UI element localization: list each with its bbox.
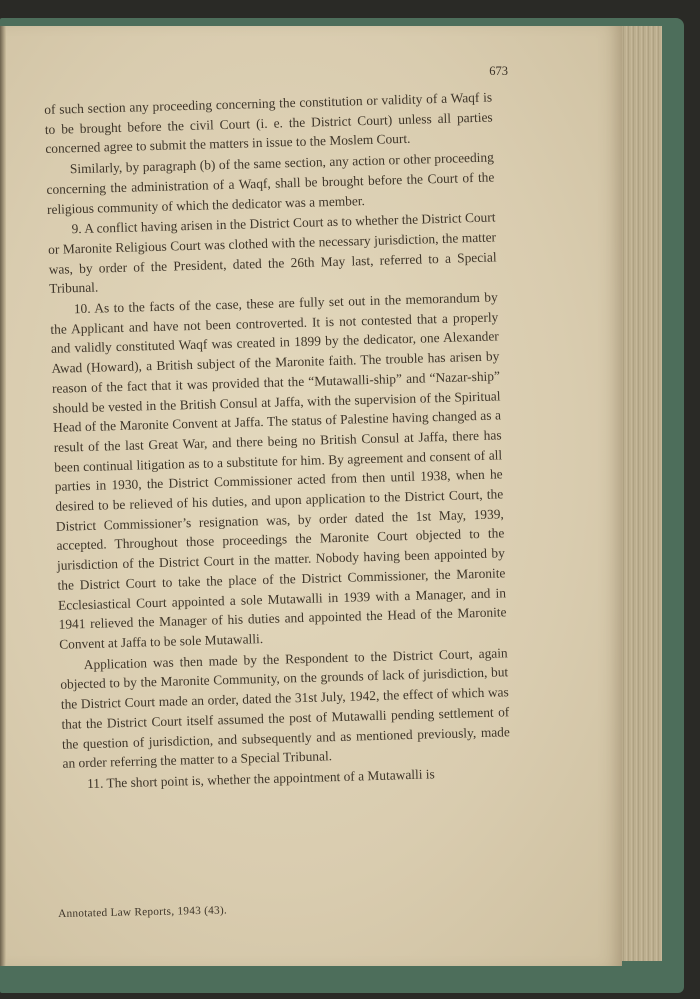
paragraph: Similarly, by paragraph (b) of the same section, any action or other proceeding concerning the administration of a Waqf, shall be brought before the Court of the religious community of which the dedicator was a member. — [46, 149, 495, 217]
paragraph: Application was then made by the Respondent to the District Court, again objected to by the Maronite Community, on the grounds of lack of jurisdiction, but the District Court made an order, dated the 31st July, 1942, the effect of which was that the District Court itself assumed the post of Mutawalli pending settlement of the question of jurisdiction, and subsequently and as mentioned previously, made an order referring the matter to a Special Tribunal. — [60, 644, 511, 771]
binding-shadow — [0, 26, 6, 966]
page-footer: Annotated Law Reports, 1943 (43). — [58, 904, 228, 920]
paragraph: 9. A conflict having arisen in the District Court as to whether the District Court or Maronite Religious Court was clothed with the necessary jurisdiction, the matter was, by order of the President, dated the 26th May last, referred to a Special Tribunal. — [47, 209, 497, 297]
body-text — [44, 87, 511, 794]
paragraph: 11. The short point is, whether the appointment of a Mutawalli is — [86, 766, 435, 791]
page-number: 673 — [489, 64, 508, 78]
paragraph: 10. As to the facts of the case, these are fully set out in the memorandum by the Applicant and have not been controverted. It is not contested that a properly and validly constituted Waqf was created in 1899 by the dedicator, one Alexander Awad (Howard), a British subject of the Maronite faith. The trouble has arisen by reason of the fact that it was provided that the “Mutawalli-ship” and “Nazar-ship” should be vested in the British Consul at Jaffa, with the supervision of the Spiritual Head of the Maronite Convent at Jaffa. The status of Palestine having changed as a result of the last Great War, and there being no British Consul at Jaffa, there has been continual litigation as to a substitute for him. By agreement and consent of all parties in 1930, the District Commissioner acted from then until 1938, when he desired to be relieved of his duties, and upon application to the District Court, the District Commissioner’s resignation was, by order dated the 1st May, 1939, accepted. Throughout those proceedings the Maronite Court objected to the jurisdiction of the District Court in the matter. Nobody having been appointed by the District Court to take the place of the District Commissioner, the Maronite Ecclesiastical Court appointed a sole Mutawalli in 1939 with a Manager, and in 1941 relieved the Manager of his duties and appointed the Head of the Maronite Convent at Jaffa to be sole Mutawalli. — [50, 289, 507, 652]
paragraph: of such section any proceeding concerning the constitution or validity of a Waqf is to be brought before the civil Court (i. e. the District Court) unless all parties concerned agree to submit the matters in issue to the Moslem Court. — [44, 89, 493, 157]
